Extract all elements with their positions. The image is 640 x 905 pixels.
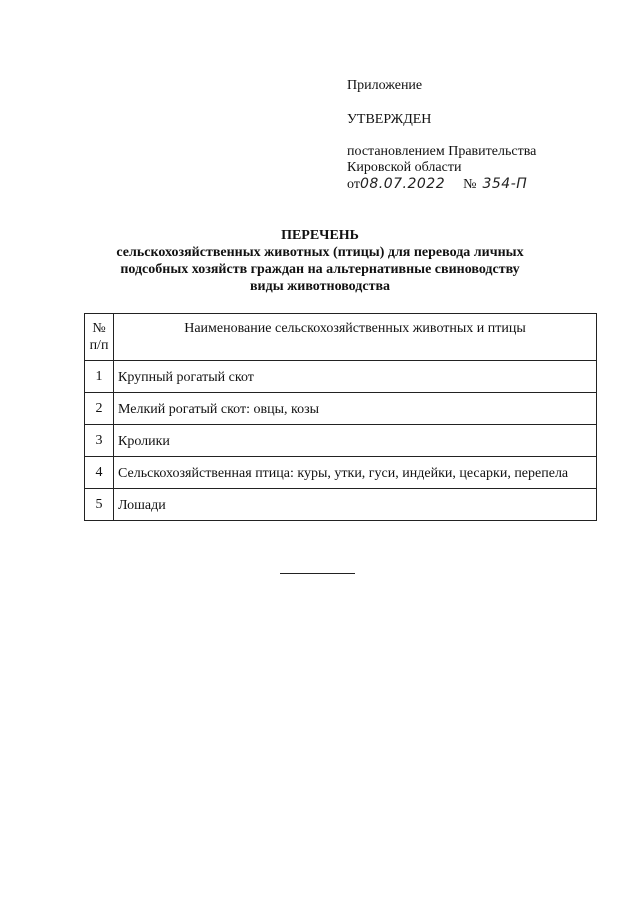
column-header-number-sign: № (92, 321, 106, 336)
row-name: Лошади (114, 489, 597, 521)
table-row (85, 425, 597, 457)
decree-line-1: постановлением Правительства (347, 144, 537, 159)
decree-number: 354-П (482, 176, 528, 192)
row-name: Сельскохозяйственная птица: куры, утки, гуси, индейки, цесарки, перепела (114, 457, 597, 489)
row-name: Кролики (114, 425, 597, 457)
title-line-2: подсобных хозяйств граждан на альтернативные свиноводству (120, 262, 520, 277)
title-line-1: сельскохозяйственных животных (птицы) для перевода личных (116, 245, 524, 260)
column-header-number (85, 314, 114, 361)
approved-label: УТВЕРЖДЕН (347, 112, 432, 127)
number-sign: № (463, 177, 477, 192)
column-header-name: Наименование сельскохозяйственных животных и птицы (114, 314, 597, 361)
table-row (85, 457, 597, 489)
closing-rule (280, 573, 355, 574)
row-number: 4 (85, 457, 114, 489)
document-title (0, 227, 640, 295)
decree-date: 08.07.2022 (359, 176, 446, 192)
row-name: Крупный рогатый скот (114, 361, 597, 393)
date-prefix: от (347, 177, 360, 192)
appendix-label: Приложение (347, 78, 423, 93)
table-header-row (85, 314, 597, 361)
table-row (85, 393, 597, 425)
row-number: 3 (85, 425, 114, 457)
title-line-3: виды животноводства (249, 279, 391, 294)
column-header-number-abbr: п/п (89, 338, 109, 353)
decree-line-2: Кировской области (347, 160, 462, 175)
approval-block (347, 78, 536, 193)
row-name: Мелкий рогатый скот: овцы, козы (114, 393, 597, 425)
animals-table (84, 313, 597, 521)
table-row (85, 489, 597, 521)
row-number: 5 (85, 489, 114, 521)
title-heading: ПЕРЕЧЕНЬ (281, 228, 359, 243)
decree-date-line (347, 176, 536, 193)
row-number: 2 (85, 393, 114, 425)
table-row (85, 361, 597, 393)
row-number: 1 (85, 361, 114, 393)
